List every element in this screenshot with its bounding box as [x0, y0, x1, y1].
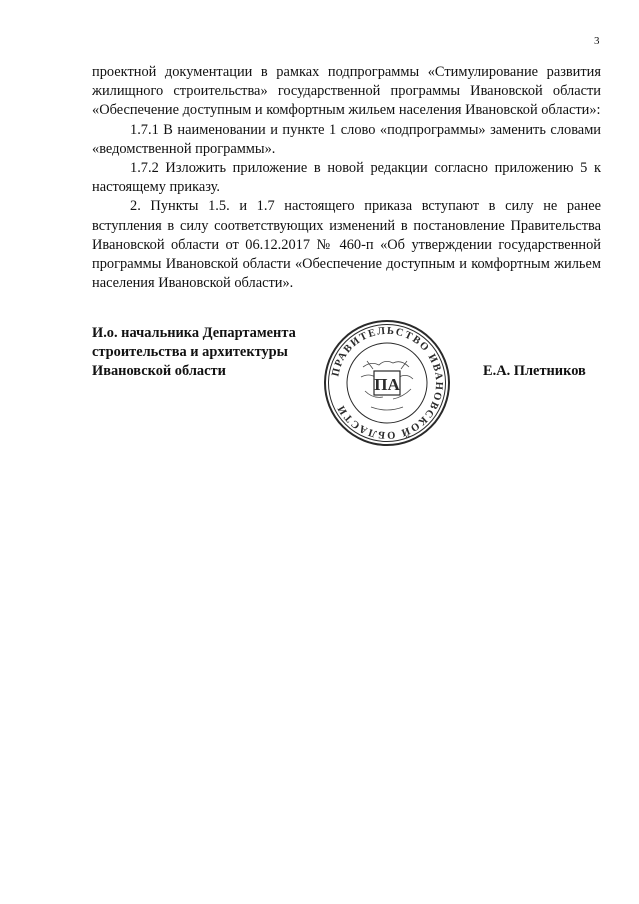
paragraph-item-1-7-1: 1.7.1 В наименовании и пункте 1 слово «подпрограммы» заменить словами «ведомственной программы». [92, 121, 601, 157]
signature-title-line: И.о. начальника Департамента [92, 325, 296, 341]
seal-graphic [321, 317, 453, 449]
seal-center-text: ПА [374, 375, 400, 394]
paragraph-continuation: проектной документации в рамках подпрограммы «Стимулирование развития жилищного строительства» государственной программы Ивановской области «Обеспечение доступным и комфортным жильем населения Ивановской области»: [92, 64, 601, 119]
seal-outer-text: ПРАВИТЕЛЬСТВО ИВАНОВСКОЙ ОБЛАСТИ [330, 325, 445, 441]
signature-title [92, 324, 296, 382]
page-number: 3 [594, 35, 600, 47]
signature-title-line: Ивановской области [92, 363, 226, 380]
paragraph-item-1-7-2: 1.7.2 Изложить приложение в новой редакции согласно приложению 5 к настоящему приказу. [92, 160, 601, 196]
signature-title-line: строительства и архитектуры [92, 344, 288, 361]
signer-name: Е.А. Плетников [483, 363, 586, 379]
document-body [92, 63, 601, 293]
paragraph-item-2: 2. Пункты 1.5. и 1.7 настоящего приказа вступают в силу не ранее вступления в силу соответствующих изменений в постановление Правительства Ивановской области от 06.12.2017 № 460-п «Об утверждении государственной программы Ивановской области «Обеспечение доступным и комфортным жильем населения Ивановской области». [92, 198, 601, 292]
official-seal [321, 317, 453, 449]
